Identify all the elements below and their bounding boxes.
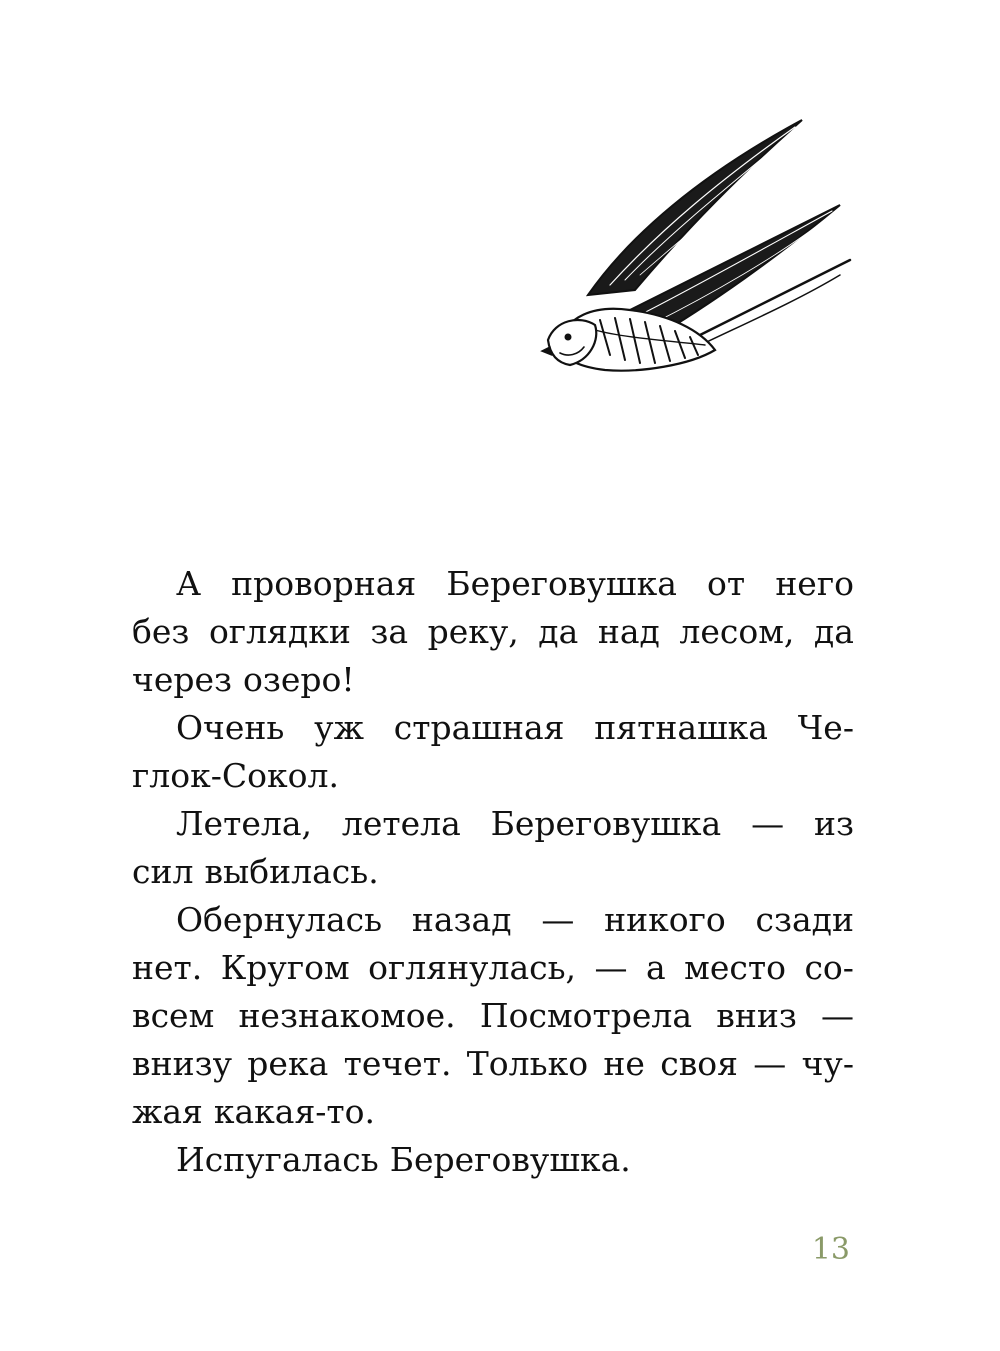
word: нет. <box>132 948 203 987</box>
word: какая-то. <box>213 1092 376 1131</box>
text-line <box>132 944 854 992</box>
word: река <box>247 1044 329 1083</box>
word: никого <box>604 900 726 939</box>
word: Очень <box>176 708 285 747</box>
text-line <box>132 704 854 752</box>
text-line <box>132 1088 854 1136</box>
word: жая <box>132 1092 203 1131</box>
text-line <box>132 752 854 800</box>
word: а <box>646 948 666 987</box>
word: пятнашка <box>594 708 768 747</box>
word: да <box>538 612 579 651</box>
text-line <box>132 848 854 896</box>
word: не <box>603 1044 645 1083</box>
text-line <box>132 656 854 704</box>
word: Только <box>466 1044 589 1083</box>
word: всем <box>132 996 215 1035</box>
word: глок-Сокол. <box>132 756 339 795</box>
word: лесом, <box>679 612 795 651</box>
text-line <box>132 1136 854 1184</box>
word: чу- <box>801 1044 854 1083</box>
word: — <box>751 804 785 843</box>
word: внизу <box>132 1044 232 1083</box>
word: оглядки <box>208 612 351 651</box>
word: летела <box>341 804 461 843</box>
word: Береговушка <box>490 804 722 843</box>
word: страшная <box>393 708 565 747</box>
word: своя <box>660 1044 738 1083</box>
text-line <box>132 560 854 608</box>
word: него <box>775 564 854 603</box>
word: — <box>594 948 628 987</box>
word: Кругом <box>220 948 350 987</box>
word: от <box>707 564 746 603</box>
word: место <box>684 948 786 987</box>
word: через <box>132 660 232 699</box>
word: сзади <box>755 900 854 939</box>
text-line <box>132 608 854 656</box>
word: Посмотрела <box>479 996 693 1035</box>
word: реку, <box>427 612 519 651</box>
text-line <box>132 896 854 944</box>
word: назад <box>411 900 512 939</box>
word: над <box>597 612 660 651</box>
word: из <box>813 804 854 843</box>
word: — <box>821 996 854 1035</box>
story-text <box>132 560 854 1184</box>
falcon-illustration-icon <box>540 115 860 385</box>
word: А <box>176 564 201 603</box>
word: проворная <box>231 564 417 603</box>
word: Обернулась <box>176 900 383 939</box>
word: уж <box>314 708 364 747</box>
word: за <box>370 612 409 651</box>
text-line <box>132 800 854 848</box>
word: Че- <box>797 708 854 747</box>
text-line <box>132 1040 854 1088</box>
word: вниз <box>716 996 797 1035</box>
page-number: 13 <box>811 1232 850 1267</box>
word: течет. <box>343 1044 452 1083</box>
word: да <box>813 612 854 651</box>
word: озеро! <box>243 660 355 699</box>
word: Береговушка. <box>389 1140 631 1179</box>
word: со- <box>804 948 854 987</box>
word: незнакомое. <box>238 996 456 1035</box>
word: Летела, <box>176 804 312 843</box>
word: выбилась. <box>204 852 379 891</box>
word: оглянулась, <box>368 948 577 987</box>
word: сил <box>132 852 194 891</box>
word: Береговушка <box>446 564 677 603</box>
word: — <box>753 1044 787 1083</box>
word: без <box>132 612 190 651</box>
word: Испугалась <box>176 1140 379 1179</box>
word: — <box>541 900 575 939</box>
text-line <box>132 992 854 1040</box>
